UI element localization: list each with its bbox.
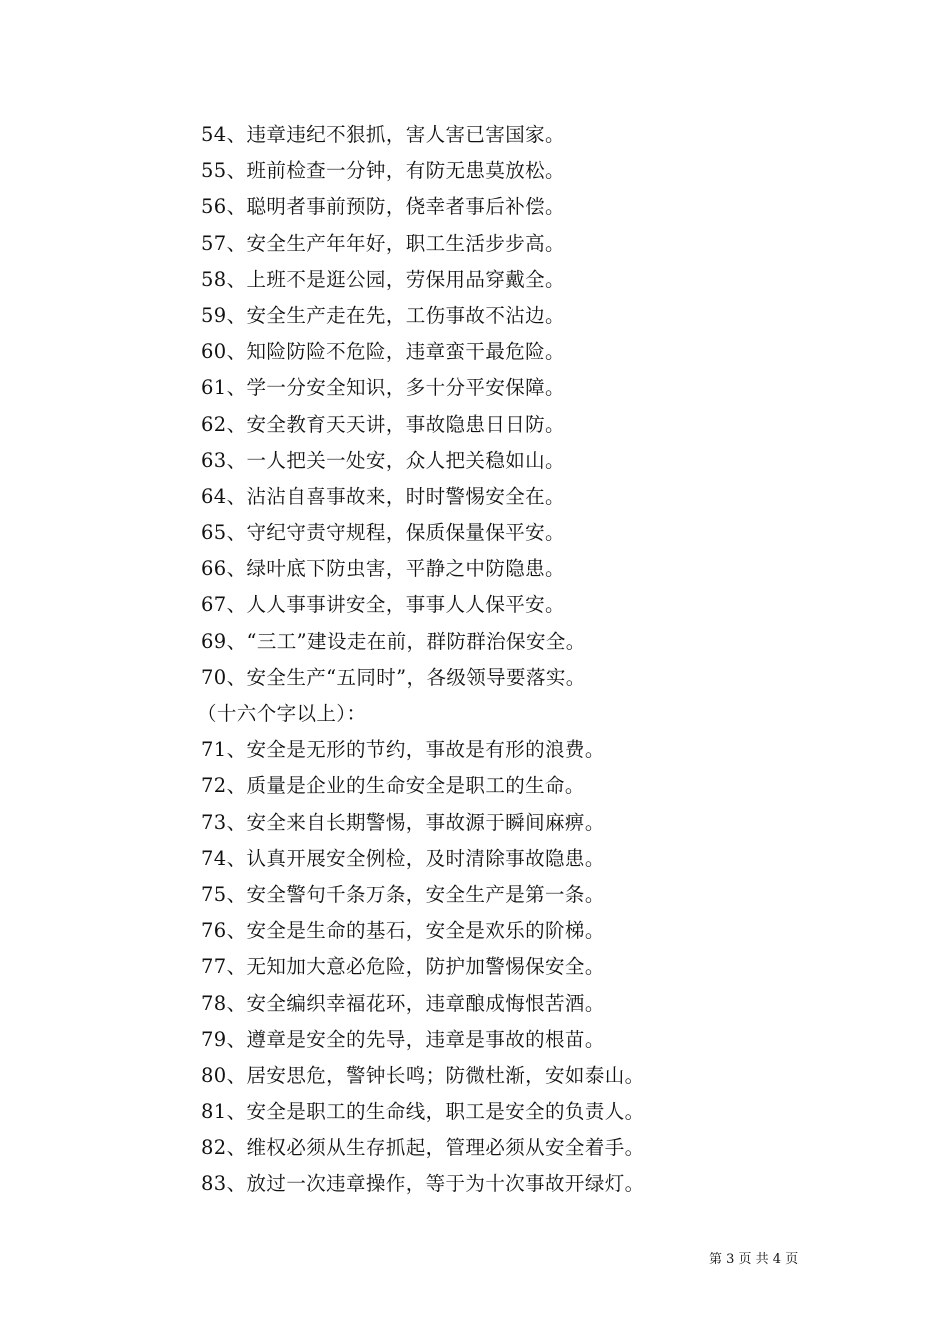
slogan-line-72: 72、质量是企业的生命安全是职工的生命。: [201, 774, 585, 798]
slogan-line-82: 82、维权必须从生存抓起，管理必须从安全着手。: [201, 1136, 645, 1160]
section-heading: （十六个字以上）：: [197, 702, 367, 725]
slogan-line-67: 67、人人事事讲安全，事事人人保平安。: [201, 593, 565, 617]
slogan-line-79: 79、遵章是安全的先导，违章是事故的根苗。: [201, 1027, 605, 1051]
slogan-line-78: 78、安全编织幸福花环，违章酿成悔恨苦酒。: [201, 991, 605, 1015]
slogan-line-64: 64、沾沾自喜事故来，时时警惕安全在。: [201, 484, 565, 508]
slogan-line-62: 62、安全教育天天讲，事故隐患日日防。: [201, 412, 565, 436]
slogan-line-71: 71、安全是无形的节约，事故是有形的浪费。: [201, 738, 605, 762]
slogan-line-70: 70、安全生产“五同时”，各级领导要落实。: [201, 665, 586, 689]
slogan-line-63: 63、一人把关一处安，众人把关稳如山。: [201, 448, 565, 472]
slogan-line-61: 61、学一分安全知识，多十分平安保障。: [201, 376, 565, 400]
slogan-line-76: 76、安全是生命的基石，安全是欢乐的阶梯。: [201, 919, 605, 943]
slogan-line-55: 55、班前检查一分钟，有防无患莫放松。: [201, 159, 565, 183]
slogan-line-58: 58、上班不是逛公园，劳保用品穿戴全。: [201, 267, 565, 291]
slogan-line-69: 69、“三工”建设走在前，群防群治保安全。: [201, 629, 586, 653]
slogan-line-60: 60、知险防险不危险，违章蛮干最危险。: [201, 340, 565, 364]
slogan-line-65: 65、守纪守责守规程，保质保量保平安。: [201, 521, 565, 545]
slogan-line-59: 59、安全生产走在先，工伤事故不沾边。: [201, 303, 565, 327]
slogan-line-77: 77、无知加大意必危险，防护加警惕保安全。: [201, 955, 605, 979]
slogan-line-56: 56、聪明者事前预防，侥幸者事后补偿。: [201, 195, 565, 219]
slogan-line-57: 57、安全生产年年好，职工生活步步高。: [201, 231, 565, 255]
slogan-line-73: 73、安全来自长期警惕，事故源于瞬间麻痹。: [201, 810, 605, 834]
page-number-footer: 第 3 页 共 4 页: [709, 1252, 799, 1267]
slogan-line-54: 54、违章违纪不狠抓，害人害已害国家。: [201, 123, 565, 146]
slogan-line-83: 83、放过一次违章操作，等于为十次事故开绿灯。: [201, 1172, 645, 1196]
slogan-line-66: 66、绿叶底下防虫害，平静之中防隐患。: [201, 557, 565, 581]
slogan-line-80: 80、居安思危，警钟长鸣；防微杜渐，安如泰山。: [201, 1063, 645, 1087]
slogan-line-75: 75、安全警句千条万条，安全生产是第一条。: [201, 882, 605, 906]
slogan-list: [197, 117, 901, 1203]
slogan-line-74: 74、认真开展安全例检，及时清除事故隐患。: [201, 846, 605, 870]
slogan-line-81: 81、安全是职工的生命线，职工是安全的负责人。: [201, 1100, 645, 1124]
